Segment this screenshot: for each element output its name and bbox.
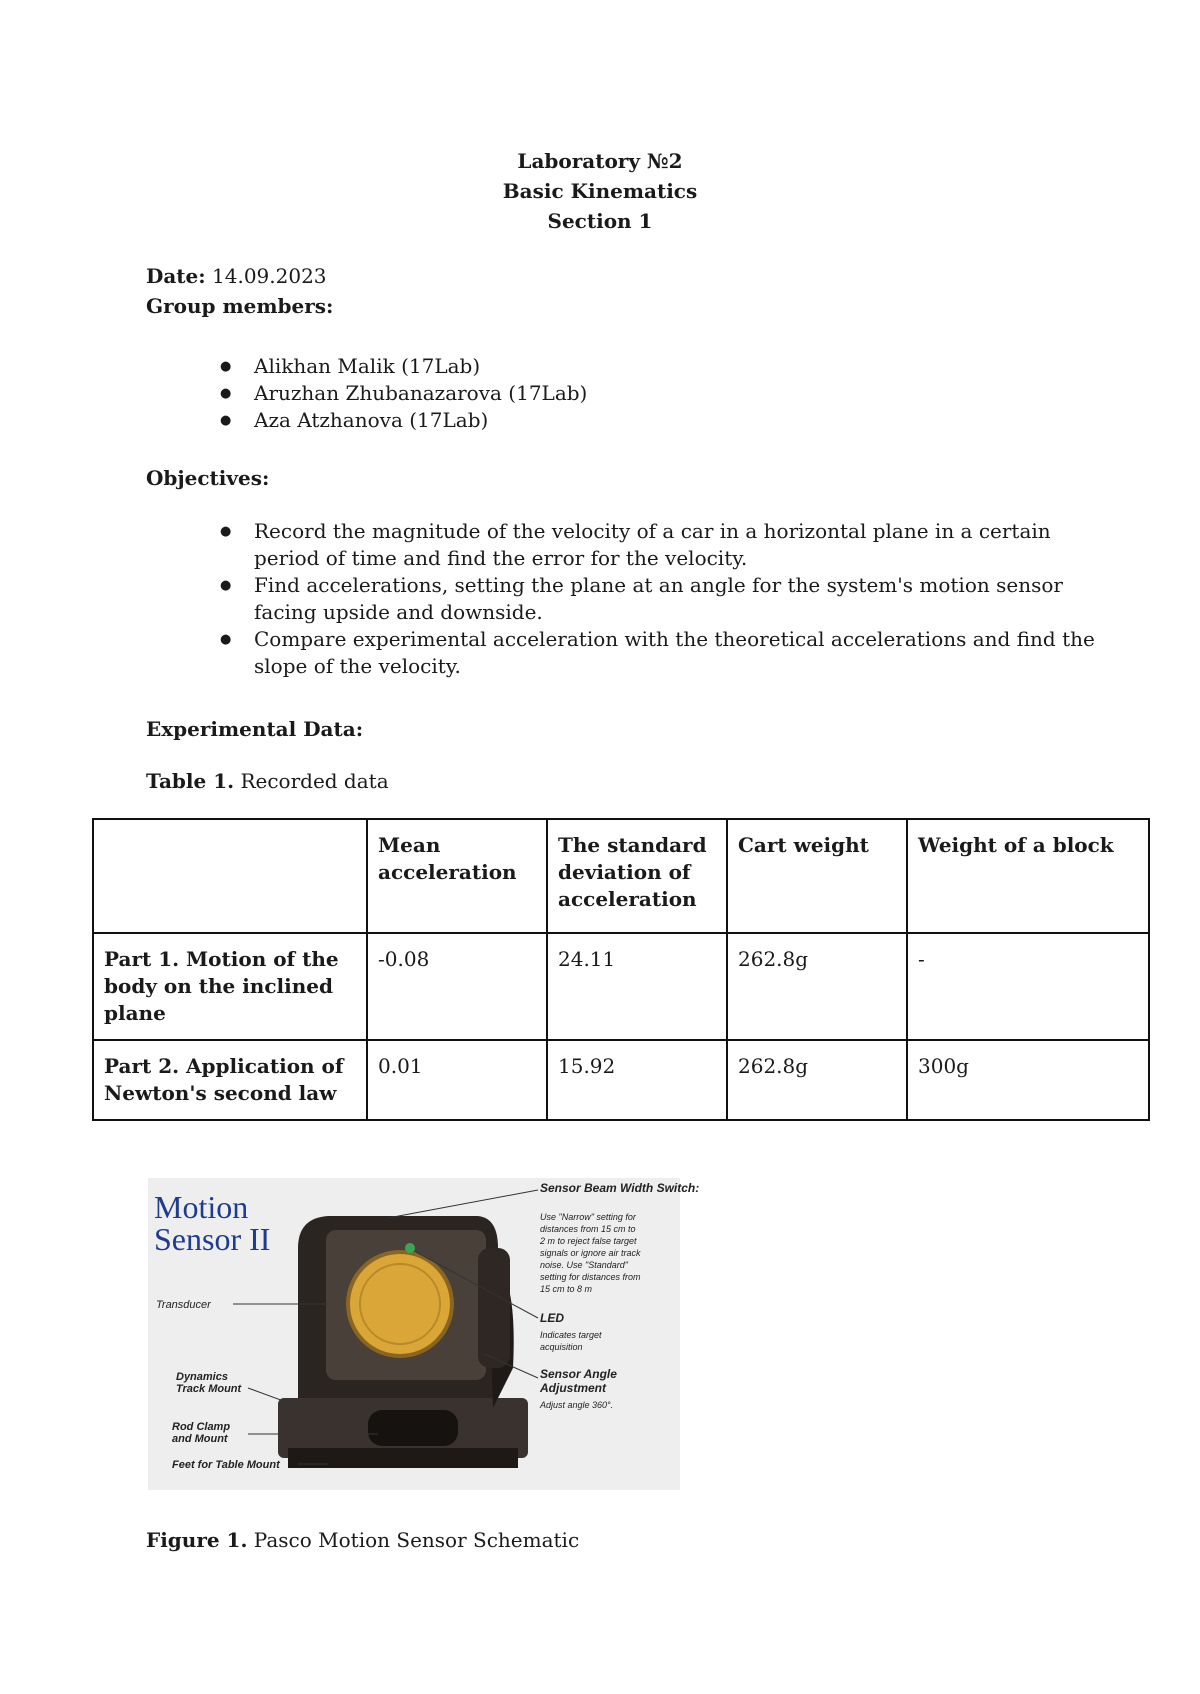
- lab-subtitle: Basic Kinematics: [502, 179, 698, 203]
- figure-title-line1: Motion: [154, 1189, 249, 1225]
- label-beam-desc: 2 m to reject false target: [540, 1236, 637, 1246]
- date-value: 14.09.2023: [212, 264, 327, 288]
- label-beam-desc: Use "Narrow" setting for: [540, 1212, 636, 1222]
- label-transducer: Transducer: [156, 1299, 211, 1311]
- label-rod-clamp: Rod Clamp: [172, 1421, 231, 1433]
- header-cell-empty: [93, 819, 367, 933]
- lab-title: Laboratory №2: [517, 149, 683, 173]
- list-item: ● Alikhan Malik (17Lab): [146, 353, 1194, 380]
- label-beam-desc: distances from 15 cm to: [540, 1224, 636, 1234]
- label-feet: Feet for Table Mount: [172, 1459, 280, 1471]
- list-item: ● Aza Atzhanova (17Lab): [146, 407, 1194, 434]
- lab-section: Section 1: [547, 209, 653, 233]
- title-block: [0, 146, 1200, 236]
- label-and-mount: and Mount: [172, 1433, 228, 1445]
- table-cell: -: [907, 933, 1149, 1040]
- list-item: ● Record the magnitude of the velocity of a car in a horizontal plane in a certain period of time and find the error for the velocity.: [146, 518, 1194, 572]
- label-beam-desc: noise. Use "Standard": [540, 1260, 628, 1270]
- table-cell: 262.8g: [727, 1040, 907, 1120]
- row-label: Part 1. Motion of the body on the inclined plane: [93, 933, 367, 1040]
- experimental-data-label: Experimental Data:: [146, 717, 364, 741]
- table-row: [93, 1040, 1149, 1120]
- objectives-list: [146, 518, 1194, 680]
- label-led-desc: Indicates target: [540, 1330, 602, 1340]
- date-label: Date:: [146, 264, 206, 288]
- table-caption: Table 1. Recorded data: [146, 769, 389, 793]
- table-header-row: [93, 819, 1149, 933]
- label-angle-desc: Adjust angle 360°.: [540, 1400, 614, 1410]
- objectives-label: Objectives:: [146, 466, 270, 490]
- group-label: Group members:: [146, 294, 334, 318]
- label-angle: Sensor Angle: [540, 1367, 617, 1381]
- list-item: ● Find accelerations, setting the plane at an angle for the system's motion sensor facing upside and downside.: [146, 572, 1194, 626]
- table-cell: 15.92: [547, 1040, 727, 1120]
- date-line: [146, 264, 327, 288]
- header-cell: Cart weight: [727, 819, 907, 933]
- transducer-icon: [348, 1252, 452, 1356]
- motion-sensor-figure: [148, 1178, 700, 1490]
- header-cell: The standard deviation of acceleration: [547, 819, 727, 933]
- recorded-data-table: [92, 818, 1150, 1121]
- rod-clamp-icon: [368, 1410, 458, 1446]
- header-cell: Mean acceleration: [367, 819, 547, 933]
- label-beam-desc: setting for distances from: [540, 1272, 641, 1282]
- led-icon: [405, 1243, 415, 1253]
- label-angle-2: Adjustment: [540, 1381, 606, 1395]
- table-cell: 24.11: [547, 933, 727, 1040]
- list-item: ● Compare experimental acceleration with the theoretical accelerations and find the slope of the velocity.: [146, 626, 1194, 680]
- table-cell: 0.01: [367, 1040, 547, 1120]
- table-cell: -0.08: [367, 933, 547, 1040]
- label-led-desc: acquisition: [540, 1342, 583, 1352]
- table-cell: 262.8g: [727, 933, 907, 1040]
- label-dynamics: Dynamics: [176, 1371, 228, 1383]
- group-members-list: [146, 353, 1194, 434]
- label-beam-switch: Sensor Beam Width Switch:: [540, 1181, 700, 1195]
- label-beam-desc: signals or ignore air track: [540, 1248, 641, 1258]
- label-led: LED: [540, 1311, 564, 1325]
- header-cell: Weight of a block: [907, 819, 1149, 933]
- list-item: ● Aruzhan Zhubanazarova (17Lab): [146, 380, 1194, 407]
- label-track-mount: Track Mount: [176, 1383, 242, 1395]
- figure-title-line2: Sensor II: [154, 1221, 271, 1257]
- label-beam-desc: 15 cm to 8 m: [540, 1284, 593, 1294]
- motion-sensor-illustration: [148, 1178, 700, 1490]
- row-label: Part 2. Application of Newton's second law: [93, 1040, 367, 1120]
- figure-caption: Figure 1. Pasco Motion Sensor Schematic: [146, 1528, 580, 1552]
- table-cell: 300g: [907, 1040, 1149, 1120]
- table-row: [93, 933, 1149, 1040]
